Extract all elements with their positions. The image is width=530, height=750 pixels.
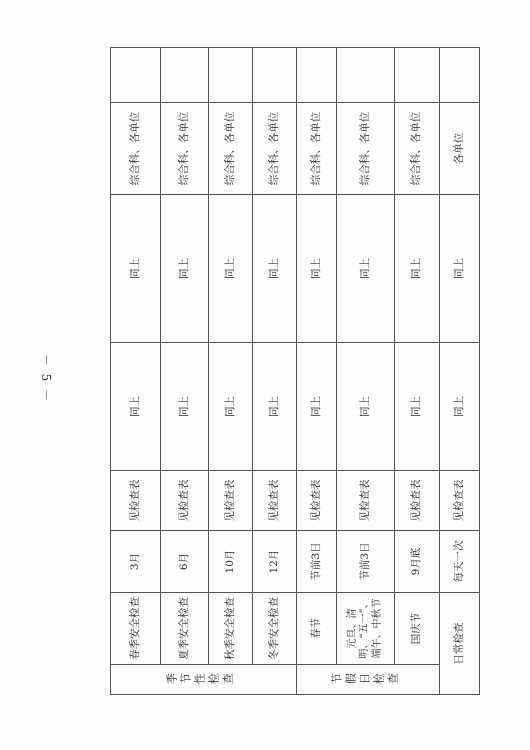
- method-cell: 同上: [395, 343, 440, 471]
- method-cell: 同上: [111, 343, 161, 471]
- dept-cell: 综合科、各单位: [297, 103, 337, 195]
- remark-cell: [161, 48, 209, 103]
- time-cell: 节前3日: [337, 531, 395, 593]
- method-cell: 同上: [440, 343, 480, 471]
- content-cell: 见检查表: [161, 471, 209, 531]
- time-cell: 每天一次: [440, 531, 480, 593]
- table-row: [395, 48, 440, 695]
- rotated-table-wrapper: [110, 48, 479, 695]
- page-number: [40, 354, 54, 402]
- standard-cell: 同上: [395, 195, 440, 343]
- table-row: [209, 48, 253, 695]
- dept-cell: 综合科、各单位: [161, 103, 209, 195]
- remark-cell: [297, 48, 337, 103]
- table-row: [297, 48, 337, 695]
- standard-cell: 同上: [209, 195, 253, 343]
- content-cell: 见检查表: [297, 471, 337, 531]
- remark-cell: [209, 48, 253, 103]
- method-cell: 同上: [209, 343, 253, 471]
- dept-cell: 综合科、各单位: [253, 103, 297, 195]
- time-cell: 节前3日: [297, 531, 337, 593]
- dept-cell: 各单位: [440, 103, 480, 195]
- standard-cell: 同上: [111, 195, 161, 343]
- table-row: [111, 48, 161, 695]
- group-cell-holiday: 节假日检查: [297, 665, 440, 695]
- item-cell: 春节: [297, 593, 337, 665]
- time-cell: 10月: [209, 531, 253, 593]
- group-cell-seasonal: 季节性检查: [111, 665, 297, 695]
- table-row: [337, 48, 395, 695]
- item-cell: 元旦、清明、“五一”、端午、中秋节: [337, 593, 395, 665]
- method-cell: 同上: [253, 343, 297, 471]
- content-cell: 见检查表: [209, 471, 253, 531]
- remark-cell: [395, 48, 440, 103]
- dept-cell: 综合科、各单位: [209, 103, 253, 195]
- content-cell: 见检查表: [253, 471, 297, 531]
- item-cell: 国庆节: [395, 593, 440, 665]
- table-row: [253, 48, 297, 695]
- time-cell: 9月底: [395, 531, 440, 593]
- remark-cell: [111, 48, 161, 103]
- dept-cell: 综合科、各单位: [111, 103, 161, 195]
- standard-cell: 同上: [337, 195, 395, 343]
- time-cell: 6月: [161, 531, 209, 593]
- remark-cell: [337, 48, 395, 103]
- content-cell: 见检查表: [440, 471, 480, 531]
- standard-cell: 同上: [253, 195, 297, 343]
- table-row: [440, 48, 480, 695]
- daily-item-cell: 日常检查: [440, 593, 480, 695]
- dept-cell: 综合科、各单位: [337, 103, 395, 195]
- standard-cell: 同上: [161, 195, 209, 343]
- dept-cell: 综合科、各单位: [395, 103, 440, 195]
- standard-cell: 同上: [297, 195, 337, 343]
- item-cell: 夏季安全检查: [161, 593, 209, 665]
- item-cell: 春季安全检查: [111, 593, 161, 665]
- remark-cell: [253, 48, 297, 103]
- content-cell: 见检查表: [111, 471, 161, 531]
- remark-cell: [440, 48, 480, 103]
- content-cell: 见检查表: [395, 471, 440, 531]
- content-cell: 见检查表: [337, 471, 395, 531]
- item-cell: 秋季安全检查: [209, 593, 253, 665]
- method-cell: 同上: [297, 343, 337, 471]
- page-number-text: － 5 －: [39, 353, 54, 403]
- method-cell: 同上: [337, 343, 395, 471]
- time-cell: 3月: [111, 531, 161, 593]
- standard-cell: 同上: [440, 195, 480, 343]
- table-row: [161, 48, 209, 695]
- method-cell: 同上: [161, 343, 209, 471]
- time-cell: 12月: [253, 531, 297, 593]
- item-cell: 冬季安全检查: [253, 593, 297, 665]
- inspection-schedule-table: [110, 47, 480, 695]
